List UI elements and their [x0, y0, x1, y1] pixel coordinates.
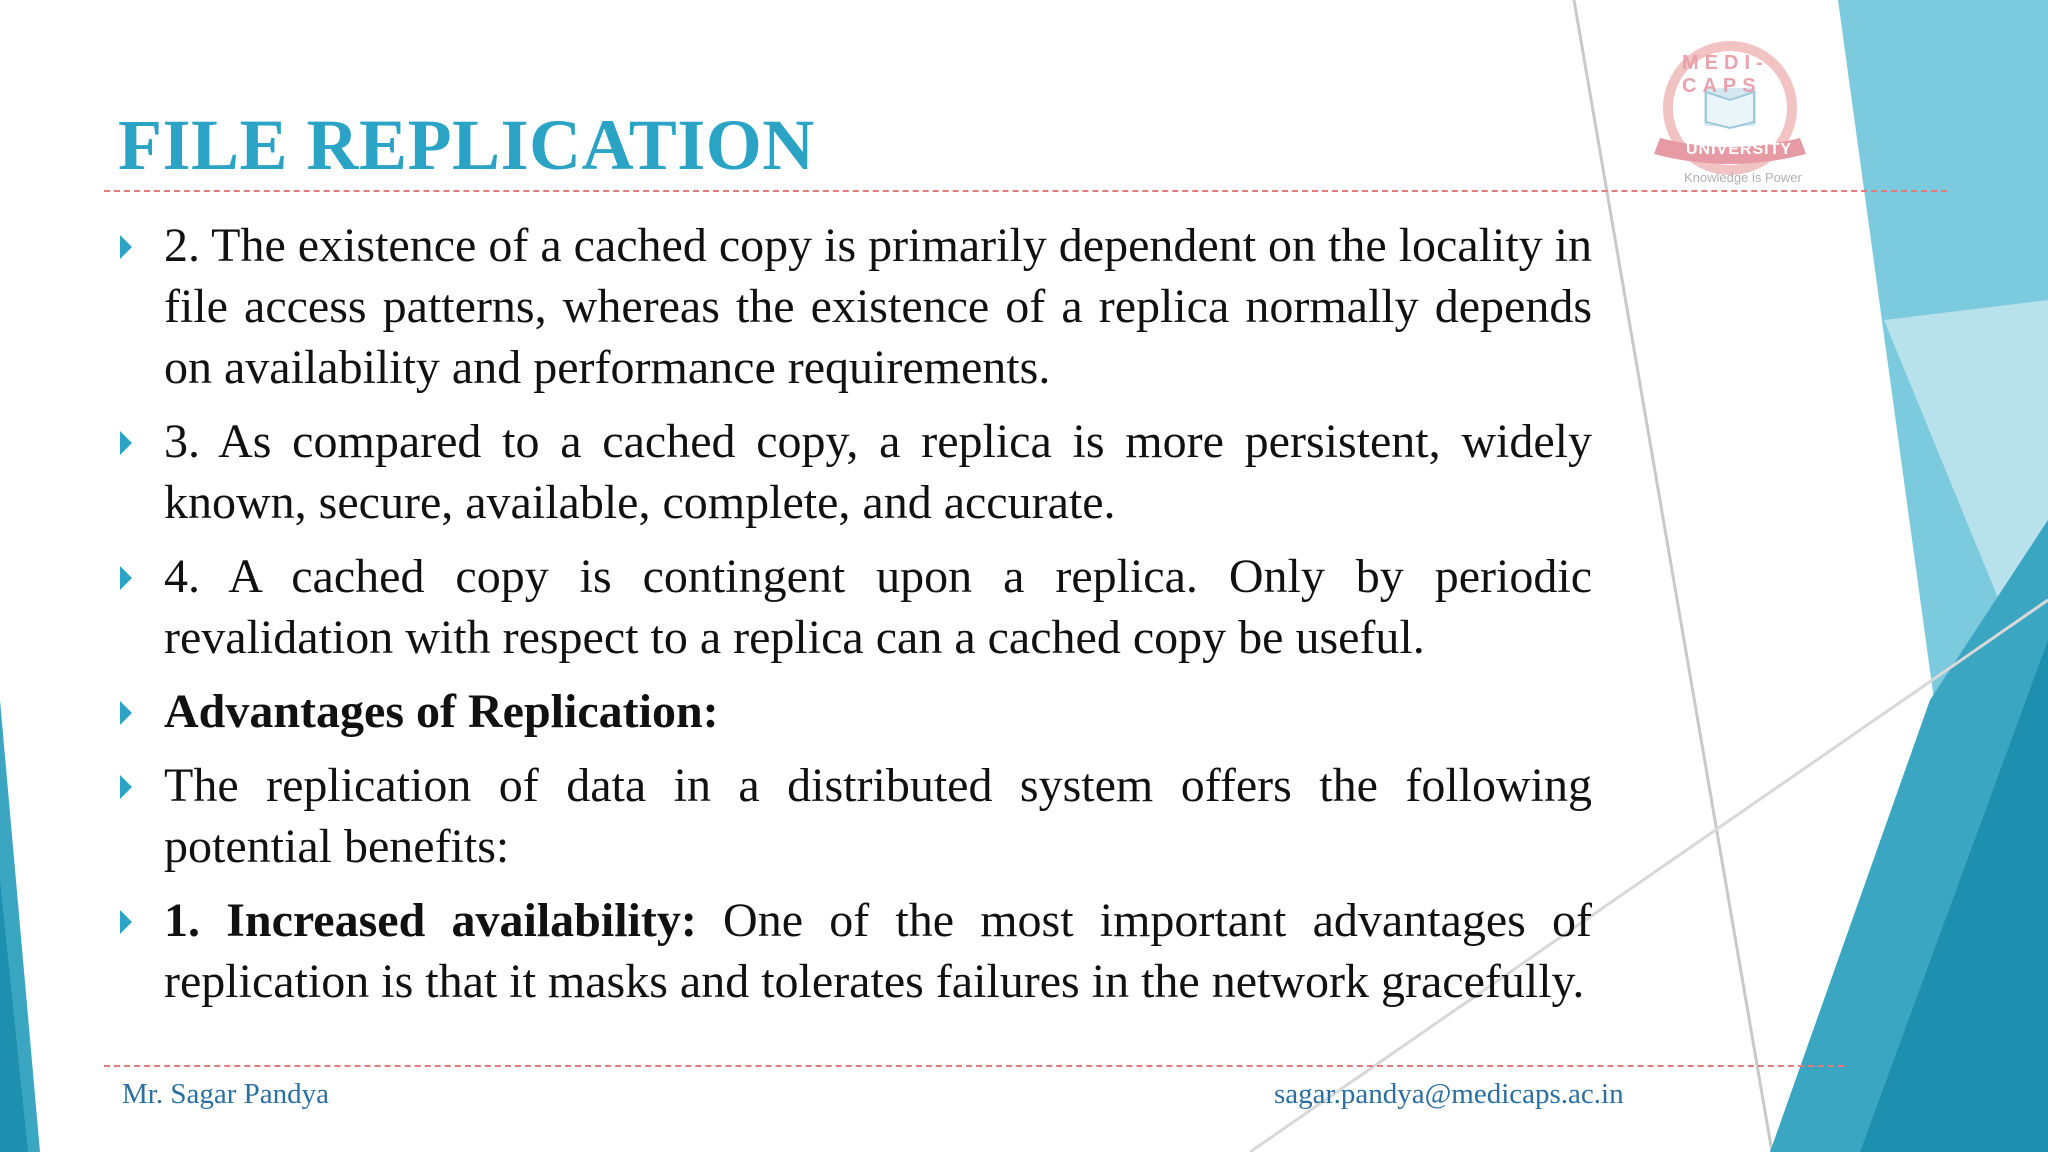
bullet-heading: Advantages of Replication: — [164, 685, 719, 738]
footer-author: Mr. Sagar Pandya — [122, 1078, 329, 1110]
university-logo — [1620, 30, 1840, 195]
bullet-text: 4. A cached copy is contingent upon a replica. Only by periodic revalidation with respect to a replica can a cached copy be useful. — [164, 550, 1592, 664]
slide-title: FILE REPLICATION — [118, 105, 815, 185]
bullet-arrow-icon — [120, 431, 132, 455]
bullet-item — [118, 546, 1592, 668]
bullet-item — [118, 755, 1592, 877]
bullet-heading: 1. Increased availability: — [164, 894, 697, 947]
bullet-item — [118, 890, 1592, 1012]
bullet-text: 3. As compared to a cached copy, a replica is more persistent, widely known, secure, available, complete, and accurate. — [164, 415, 1592, 529]
bullet-arrow-icon — [120, 235, 132, 259]
logo-name: MEDI-CAPS — [1682, 52, 1769, 97]
bullet-text: The replication of data in a distributed system offers the following potential benefits: — [164, 759, 1592, 873]
bullet-item — [118, 681, 1592, 742]
title-divider — [104, 190, 1947, 192]
bullet-arrow-icon — [120, 910, 132, 934]
bullet-text: One of the most important advantages of replication is that it masks and tolerates failures in the network gracefully. — [164, 894, 1593, 1008]
bullet-arrow-icon — [120, 566, 132, 590]
footer-divider — [104, 1065, 1844, 1067]
bullet-text: 2. The existence of a cached copy is primarily dependent on the locality in file access patterns, whereas the existence of a replica normally depends on availability and performance requirements. — [164, 219, 1592, 394]
bullet-item — [118, 215, 1592, 398]
logo-tagline: Knowledge is Power — [1684, 170, 1802, 185]
bullet-item — [118, 411, 1592, 533]
bullet-arrow-icon — [120, 775, 132, 799]
bullet-arrow-icon — [120, 701, 132, 725]
footer-email[interactable]: sagar.pandya@medicaps.ac.in — [1274, 1078, 1624, 1110]
bullet-list — [118, 215, 1592, 1025]
logo-banner: UNIVERSITY — [1686, 141, 1793, 158]
